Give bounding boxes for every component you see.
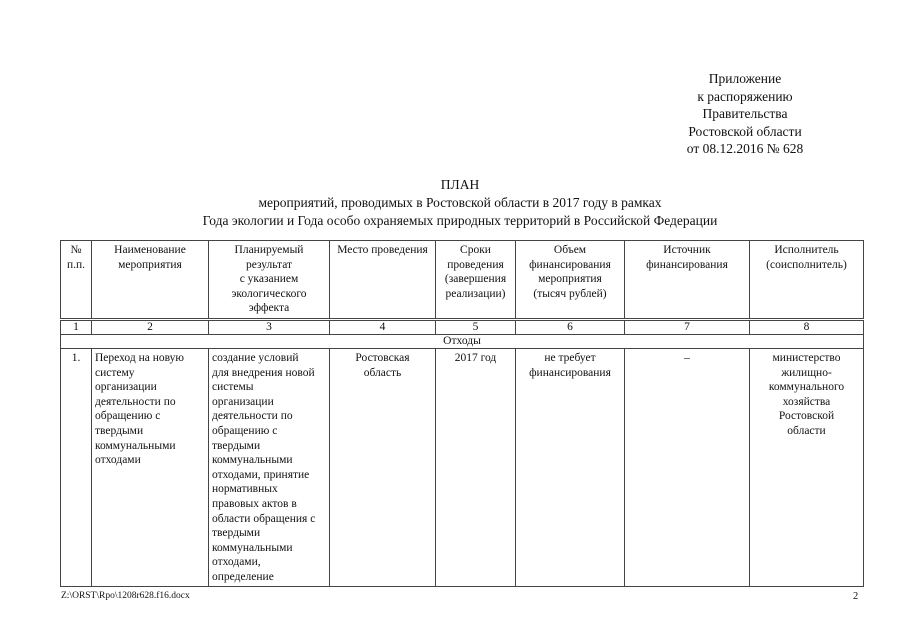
row-term-cell: 2017 год bbox=[436, 348, 516, 587]
appendix-line: от 08.12.2016 № 628 bbox=[686, 141, 804, 156]
row-number: 1. bbox=[61, 348, 92, 587]
title-line-2: Года экологии и Года особо охраняемых природных территорий в Российской Федерации bbox=[202, 213, 718, 228]
row-place-cell: Ростовская область bbox=[330, 348, 436, 587]
column-number: 7 bbox=[625, 319, 750, 334]
table-row bbox=[61, 348, 864, 587]
appendix-line: к распоряжению bbox=[697, 88, 793, 104]
row-volume-cell: не требует финансирования bbox=[516, 348, 625, 587]
appendix-block bbox=[600, 70, 890, 158]
title-heading: ПЛАН bbox=[440, 177, 480, 192]
document-title bbox=[60, 176, 860, 230]
footer-file-path: Z:\ORST\Rpo\1208r628.f16.docx bbox=[61, 591, 190, 601]
header-cell-place: Место проведения bbox=[330, 241, 436, 320]
table-header-row bbox=[61, 241, 864, 320]
header-cell-result: Планируемый результат с указанием экологического эффекта bbox=[209, 241, 330, 320]
footer-page-number: 2 bbox=[853, 591, 859, 602]
column-number: 5 bbox=[436, 319, 516, 334]
column-number: 6 bbox=[516, 319, 625, 334]
column-number: 3 bbox=[209, 319, 330, 334]
header-cell-executor: Исполнитель (соисполнитель) bbox=[750, 241, 864, 320]
header-cell-term: Сроки проведения (завершения реализации) bbox=[436, 241, 516, 320]
appendix-line: Приложение bbox=[708, 71, 782, 86]
row-source-cell: – bbox=[625, 348, 750, 587]
section-row bbox=[61, 334, 864, 348]
title-line-1: мероприятий, проводимых в Ростовской области в 2017 году в рамках bbox=[258, 195, 662, 210]
section-title: Отходы bbox=[61, 334, 864, 348]
column-number: 8 bbox=[750, 319, 864, 334]
appendix-line: Правительства bbox=[702, 106, 788, 121]
column-number: 4 bbox=[330, 319, 436, 334]
row-result-cell: создание условий для внедрения новой системы организации деятельности по обращению с твердыми коммунальными отходами, принятие нормативных правовых актов в области обращения с твердыми коммунальными отходами, определение bbox=[209, 348, 330, 587]
header-cell-volume: Объем финансирования мероприятия (тысяч рублей) bbox=[516, 241, 625, 320]
row-name-cell: Переход на новую систему организации деятельности по обращению с твердыми коммунальными отходами bbox=[92, 348, 209, 587]
header-cell-name: Наименование мероприятия bbox=[92, 241, 209, 320]
header-cell-source: Источник финансирования bbox=[625, 241, 750, 320]
column-number: 2 bbox=[92, 319, 209, 334]
column-number: 1 bbox=[61, 319, 92, 334]
header-cell-number: № п.п. bbox=[61, 241, 92, 320]
appendix-line: Ростовской области bbox=[688, 123, 802, 139]
column-number-row bbox=[61, 319, 864, 334]
plan-table bbox=[60, 240, 864, 587]
row-executor-cell: министерство жилищно- коммунального хозяйства Ростовской области bbox=[750, 348, 864, 587]
